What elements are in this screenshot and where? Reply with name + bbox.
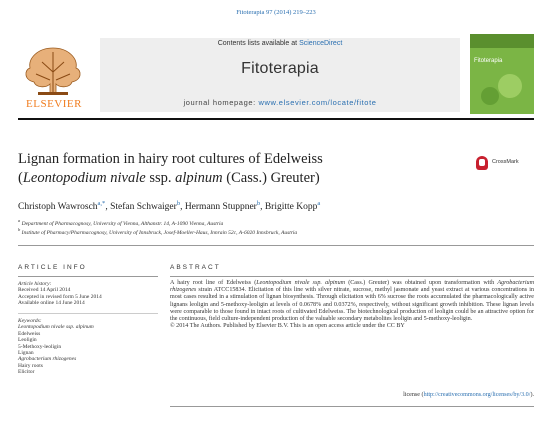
keyword-item: Leontopodium nivale ssp. alpinum [18, 324, 94, 331]
affiliation-mark: b [18, 227, 21, 232]
history-item: Accepted in revised form 5 June 2014 [18, 293, 102, 300]
affiliation-a [18, 218, 538, 227]
author-name[interactable]: Hermann Stuppner [184, 202, 257, 213]
keywords-heading: Keywords: [18, 318, 42, 324]
keyword-item: Lignan [18, 350, 34, 357]
license-suffix: ). [530, 392, 534, 398]
sciencedirect-link[interactable]: ScienceDirect [299, 40, 343, 47]
license-prefix: license ( [403, 392, 424, 398]
title-part-1: Lignan formation in hairy root cultures of Edelweiss [18, 151, 323, 167]
affiliation-b [18, 227, 538, 236]
keyword-item: Hairy roots [18, 362, 43, 369]
abstract-rule [170, 276, 534, 277]
author-affiliation-mark[interactable]: b [256, 200, 261, 207]
license-link[interactable]: http://creativecommons.org/licenses/by/3.0/ [423, 392, 531, 398]
keyword-item: Leoligin [18, 337, 37, 344]
abstract-end-rule [170, 406, 534, 407]
contents-line [100, 40, 460, 47]
title-open-paren: ( [18, 170, 23, 186]
keyword-item: 5-Methoxy-leoligin [18, 343, 62, 350]
author-list: Christoph Wawrosch$^{a,*}$, Stefan Schwaiger$^b$, Hermann Stuppner$^b$, Brigitte Kopp$^a$ [18, 200, 321, 213]
abstract-body [170, 280, 534, 330]
history-item: Received 14 April 2014 [18, 287, 71, 294]
author-name[interactable]: Stefan Schwaiger [110, 202, 177, 213]
author-affiliation-mark[interactable]: b [176, 200, 181, 207]
history-item: Available online 14 June 2014 [18, 300, 85, 307]
title-rest: (Cass.) Greuter) [226, 170, 320, 186]
title-species: Leontopodium nivale [22, 170, 146, 186]
homepage-label: journal homepage: [183, 98, 256, 107]
header-rule [18, 118, 534, 120]
author-affiliation-mark[interactable]: a,* [97, 200, 106, 207]
history-heading: Article history: [18, 281, 52, 287]
journal-citation[interactable]: Fitoterapia 97 (2014) 219–223 [236, 9, 316, 16]
keyword-item: Agrobacterium rhizogenes [18, 356, 77, 363]
author-affiliation-mark[interactable]: a [317, 200, 321, 207]
affiliation-text: Institute of Pharmacy/Pharmacognosy, University of Innsbruck, Josef-Moeller-Haus, Innrain 52c, A-6020 Innsbruck, Austria [21, 229, 298, 236]
abstract-species: Leontopodium nivale ssp. alpinum [256, 280, 346, 286]
author-name[interactable]: Christoph Wawrosch [18, 202, 98, 213]
author-name[interactable]: Brigitte Kopp [264, 202, 318, 213]
copyright-text: © 2014 The Authors. Published by Elsevier B.V. This is an open access article under the CC BY [170, 323, 405, 330]
abstract-text: (Cass.) Greuter) was obtained upon transformation with [345, 280, 498, 286]
title-ssp: ssp. [149, 170, 172, 186]
affiliation-text: Department of Pharmacognosy, University of Vienna, Althanstr. 14, A-1090 Vienna, Austria [21, 220, 224, 227]
homepage-url-link[interactable]: www.elsevier.com/locate/fitote [258, 98, 377, 107]
affiliation-mark: a [18, 218, 21, 223]
article-history [18, 281, 158, 307]
contents-prefix: Contents lists available at [217, 40, 298, 47]
section-divider [18, 245, 534, 246]
abstract-heading: ABSTRACT [170, 264, 221, 271]
history-rule [18, 313, 158, 314]
journal-homepage [100, 98, 460, 107]
elsevier-wordmark: ELSEVIER [26, 98, 82, 110]
abstract-agrobacterium: Agrobacterium rhizogenes [170, 280, 534, 294]
article-info-rule [18, 276, 158, 277]
article-title [18, 150, 458, 188]
cover-title: Fitoterapia [474, 58, 503, 64]
crossmark-icon[interactable] [476, 156, 488, 170]
abstract-text: strain ATCC15834. Elicitation of this line with silver nitrate, sucrose, methyl jasmonate and yeast extract at various concentrations in most cases resulted in a stimulation of lignan biosynthesis. Through elicitation with 6% sucrose the roots accumulated the pharmacologically active lignans leoligin and 5-methoxy-leoligin at levels of 0.0678% and 0.0372%, respectively, without significant growth inhibition. These lignan levels were comparable to those found in intact roots of cultivated Edelweiss. The biotechnological production of leoligin could be an attractive option for the continuous, field culture-independent production of the valuable secondary metabolites leoligin and 5-methoxy-leoligin. [170, 287, 534, 323]
title-variety: alpinum [175, 170, 223, 186]
journal-cover-image[interactable] [470, 34, 534, 114]
keywords-block [18, 318, 158, 376]
keyword-item: Elicitor [18, 369, 35, 376]
journal-name: Fitoterapia [241, 60, 319, 77]
keyword-item: Edelweiss [18, 330, 41, 337]
license-line [170, 392, 534, 398]
abstract-text: A hairy root line of Edelweiss ( [170, 280, 257, 286]
article-info-heading: ARTICLE INFO [18, 264, 87, 271]
crossmark-label[interactable]: CrossMark [492, 159, 519, 165]
